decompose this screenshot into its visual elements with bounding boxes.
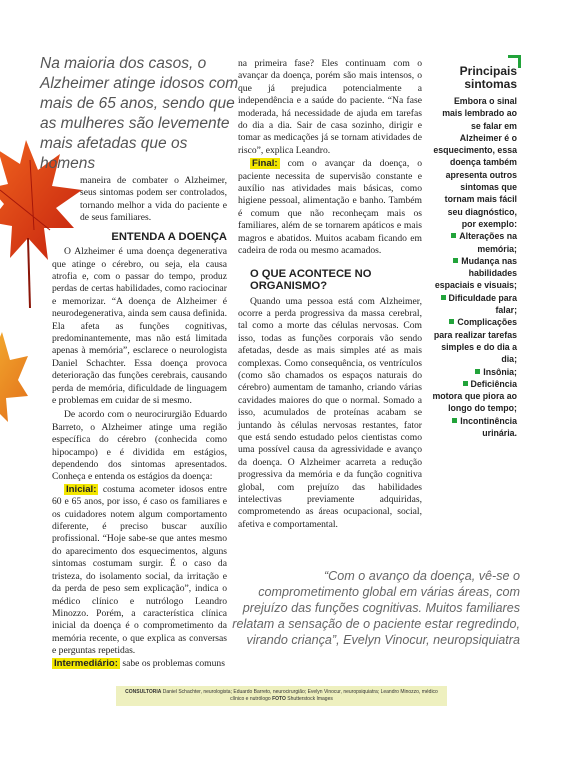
paragraph-intermediate-cont: na primeira fase? Eles continuam com o avançar da doença, porém são mais intensos, o que já prejudica potencialmente a independência e a saúde do paciente. “Na fase moderada, há necessidade de ajuda em tarefas do dia a dia. Sair de casa sozinho, dirigir e tomar as medicações já se tornam atividades de risco”, explica Leandro. (238, 58, 422, 156)
section-heading-organismo: O QUE ACONTECE NO ORGANISMO? (250, 267, 372, 292)
list-item: Incontinência urinária. (432, 415, 517, 440)
article-column-1 (52, 175, 227, 670)
list-item: Deficiência motora que piora ao longo do tempo; (432, 378, 517, 414)
autumn-leaf-icon (0, 330, 30, 440)
lead-paragraph: maneira de combater o Alzheimer, seus sintomas podem ser controlados, tornando melhor a vida do paciente e de seus familiares. (80, 175, 227, 224)
stage-initial-text: costuma acometer idosos entre 60 e 65 anos, por isso, é caso os familiares e os cuidadores notem algum comportamento diferente, é preciso buscar auxílio profissional. “Hoje sabe-se que antes mesmo do aparecimento dos esquecimentos, alguns sintomas costumam surgir. É o caso da tristeza, do isolamento social, da irritação e da perda de peso sem explicação”, indica o médico clínico e nutrólogo Leandro Minozzo. Porém, a característica clínica inicial da doença é o comprometimento da memória recente, o que explica as conversas e perguntas repetidas. (52, 483, 227, 657)
stage-final-text: com o avançar da doença, o paciente necessita de supervisão constante e auxílio nas atividades mais básicas, como higiene pessoal, alimentação e banho. Também é comum que não reconheçam mais os familiares, além de se tornarem apáticos e mais magros e abatidos. Muitos acabam ficando em cadeira de roda ou mesmo acamados. (238, 158, 422, 257)
paragraph-entenda-2: De acordo com o neurocirurgião Eduardo Barreto, o Alzheimer atinge uma região específica do cérebro (conhecida como hipocampo) e é dividida em estágios, dependendo dos sintomas apresentados. Conheça e entenda os estágios da doença: (52, 409, 227, 483)
credits-bar (116, 686, 447, 706)
list-item: Dificuldade para falar; (432, 292, 517, 317)
intro-text: Na maioria dos casos, o Alzheimer atinge idosos com mais de 65 anos, sendo que as mulheres são levemente mais afetadas que os homens (40, 55, 239, 172)
bullet-icon (475, 369, 480, 374)
paragraph-stage-initial (52, 484, 227, 658)
credits-photo-text: Shutterstock Images (287, 696, 333, 702)
credits-consult-text: Daniel Schachter, neurologista; Eduardo Barreto, neurocirurgião; Evelyn Vinocur, neuropsiquiatra; Leandro Minozzo, médico clínico e nutrólogo (162, 689, 438, 702)
list-item: Alterações na memória; (432, 230, 517, 255)
bullet-icon (441, 295, 446, 300)
stage-final-label: Final: (252, 158, 278, 170)
credits-consult-label: CONSULTORIA (125, 689, 162, 695)
stage-intermediate-label: Intermediário: (54, 657, 118, 669)
stage-initial-label: Inicial: (66, 483, 97, 495)
list-item: Mudança nas habilidades espaciais e visuais; (434, 255, 517, 291)
bullet-icon (453, 258, 458, 263)
list-item: Complicações para realizar tarefas simples e do dia a dia; (433, 317, 517, 365)
paragraph-stage-intermediate (52, 658, 227, 670)
paragraph-stage-final (238, 158, 422, 257)
paragraph-organismo: Quando uma pessoa está com Alzheimer, ocorre a perda progressiva da massa cerebral, tal como a morte das células nervosas. Com isso, todas as funções corporais vão sendo afetadas, desde as mais simples até as mais complexas. Como consequência, os ventrículos (como são chamados os espaços naturais do cérebro) aumentam de tamanho, criando várias cavidades maiores do que o normal. Somado a isso, acumulados de proteínas acabam se juntando às células nervosas restantes, fator que está sendo estudado pelos cientistas como uma possível causa da agressividade e avanço da doença. O Alzheimer acarreta a redução progressiva da memória e da função cognitiva global, com prejuízo das habilidades intelectivas previamente adquiridas, comprometendo as áreas ocupacional, social, afetiva e comportamental. (238, 295, 422, 530)
bullet-icon (452, 418, 457, 423)
symptoms-list (432, 230, 517, 439)
sidebar-intro: Embora o sinal mais lembrado ao se falar em Alzheimer é o esquecimento, essa doença também apresenta outros sintomas que tornam mais fácil seu diagnóstico, por exemplo: (433, 96, 517, 229)
credits-photo-label: FOTO (272, 696, 286, 702)
bullet-icon (463, 381, 468, 386)
article-column-2 (238, 58, 422, 531)
sidebar-title: Principais sintomas (459, 64, 517, 91)
paragraph-entenda-1: O Alzheimer é uma doença degenerativa que atinge o cérebro, ou seja, ela causa atrofia e, com o passar do tempo, produz perdas de certas habilidades, como raciocinar e memorizar. “A doença de Alzheimer é neurodegenerativa, ainda sem causa definida. Ela afeta as funções cognitivas, predominantemente, mas não está limitada apenas à memória”, esclarece o neurologista Daniel Schachter. Essa doença provoca deterioração das funções cerebrais, causando perda de memória, dificuldade de linguagem e problemas em cuidar de si mesmo. (52, 246, 227, 406)
list-item: Insônia; (432, 366, 517, 378)
symptoms-sidebar (432, 55, 517, 439)
pull-quote: “Com o avanço da doença, vê-se o comprometimento global em várias áreas, com prejuízo das funções cognitivas. Muitos familiares relatam a sensação de o paciente estar regredindo, virando criança”, Evelyn Vinocur, neuropsiquiatra (232, 569, 520, 647)
bullet-icon (451, 233, 456, 238)
section-heading-entenda: ENTENDA A DOENÇA (111, 230, 227, 243)
bullet-icon (449, 319, 454, 324)
stage-intermediate-text: sabe os problemas comuns (119, 657, 225, 669)
